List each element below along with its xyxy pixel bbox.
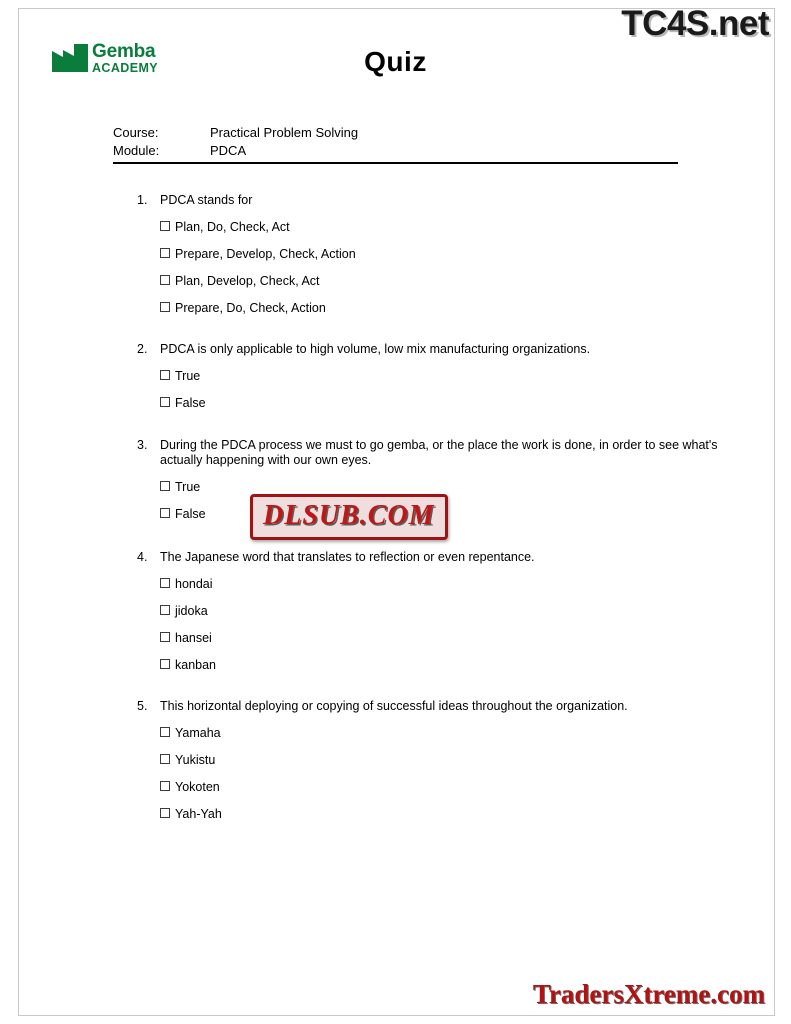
course-label: Course: [113, 125, 159, 140]
question-number: 5. [137, 699, 148, 713]
question-heading [137, 438, 737, 468]
question-heading [137, 193, 737, 208]
logo-name-bottom: ACADEMY [92, 61, 158, 75]
question-heading [137, 342, 737, 357]
checkbox-icon[interactable] [160, 781, 170, 791]
checkbox-icon[interactable] [160, 808, 170, 818]
option-label: False [175, 507, 206, 521]
question-text: PDCA stands for [160, 193, 253, 207]
option-list [137, 577, 737, 672]
option-row[interactable] [160, 396, 737, 410]
option-label: True [175, 480, 201, 494]
checkbox-icon[interactable] [160, 370, 170, 380]
checkbox-icon[interactable] [160, 275, 170, 285]
question-block [137, 699, 737, 821]
course-meta [113, 124, 678, 160]
question-number: 2. [137, 342, 148, 356]
checkbox-icon[interactable] [160, 632, 170, 642]
checkbox-icon[interactable] [160, 754, 170, 764]
option-row[interactable] [160, 577, 737, 591]
option-label: False [175, 396, 206, 410]
option-list [137, 369, 737, 410]
option-row[interactable] [160, 658, 737, 672]
checkbox-icon[interactable] [160, 508, 170, 518]
option-row[interactable] [160, 753, 737, 767]
question-number: 3. [137, 438, 148, 452]
option-label: Prepare, Do, Check, Action [175, 301, 326, 315]
option-row[interactable] [160, 247, 737, 261]
watermark-bottom-right: TradersXtreme.com [532, 979, 765, 1009]
logo-name-top: Gemba [92, 41, 156, 62]
checkbox-icon[interactable] [160, 302, 170, 312]
option-label: Prepare, Develop, Check, Action [175, 247, 356, 261]
option-label: Plan, Develop, Check, Act [175, 274, 320, 288]
option-row[interactable] [160, 301, 737, 315]
course-value: Practical Problem Solving [210, 125, 359, 140]
option-label: hondai [175, 577, 213, 591]
checkbox-icon[interactable] [160, 727, 170, 737]
question-text: During the PDCA process we must to go gemba, or the place the work is done, in order to see what's actually happening with our own eyes. [160, 438, 718, 467]
question-heading [137, 699, 737, 714]
page-border-right [774, 8, 775, 1016]
option-row[interactable] [160, 807, 737, 821]
option-row[interactable] [160, 726, 737, 740]
question-block [137, 193, 737, 315]
option-label: Yukistu [175, 753, 216, 767]
page-title: Quiz [364, 46, 427, 77]
option-row[interactable] [160, 507, 737, 521]
option-label: Yokoten [175, 780, 220, 794]
option-label: Yah-Yah [175, 807, 222, 821]
option-label: kanban [175, 658, 217, 672]
checkbox-icon[interactable] [160, 481, 170, 491]
option-list [137, 220, 737, 315]
checkbox-icon[interactable] [160, 605, 170, 615]
option-row[interactable] [160, 480, 737, 494]
question-heading [137, 550, 737, 565]
option-row[interactable] [160, 631, 737, 645]
watermark-top-right: TC4S.net [621, 4, 769, 43]
option-row[interactable] [160, 369, 737, 383]
checkbox-icon[interactable] [160, 248, 170, 258]
option-label: True [175, 369, 201, 383]
checkbox-icon[interactable] [160, 397, 170, 407]
question-text: PDCA is only applicable to high volume, low mix manufacturing organizations. [160, 342, 591, 356]
header-divider [113, 162, 678, 164]
page-border-bottom [18, 1015, 775, 1016]
option-row[interactable] [160, 780, 737, 794]
question-number: 4. [137, 550, 148, 564]
page-border-left [18, 8, 19, 1016]
option-label: hansei [175, 631, 212, 645]
question-text: The Japanese word that translates to reflection or even repentance. [160, 550, 535, 564]
checkbox-icon[interactable] [160, 221, 170, 231]
module-label: Module: [113, 143, 160, 158]
question-number: 1. [137, 193, 148, 207]
option-row[interactable] [160, 220, 737, 234]
question-block [137, 550, 737, 672]
course-row [113, 124, 678, 142]
option-row[interactable] [160, 604, 737, 618]
option-row[interactable] [160, 274, 737, 288]
watermark-center: DLSUB.COM [250, 494, 448, 540]
checkbox-icon[interactable] [160, 578, 170, 588]
question-block [137, 342, 737, 410]
option-label: Yamaha [175, 726, 221, 740]
module-row [113, 142, 678, 160]
option-list [137, 726, 737, 821]
option-label: jidoka [175, 604, 208, 618]
checkbox-icon[interactable] [160, 659, 170, 669]
question-text: This horizontal deploying or copying of successful ideas throughout the organization. [160, 699, 628, 713]
option-label: Plan, Do, Check, Act [175, 220, 290, 234]
module-value: PDCA [210, 143, 247, 158]
